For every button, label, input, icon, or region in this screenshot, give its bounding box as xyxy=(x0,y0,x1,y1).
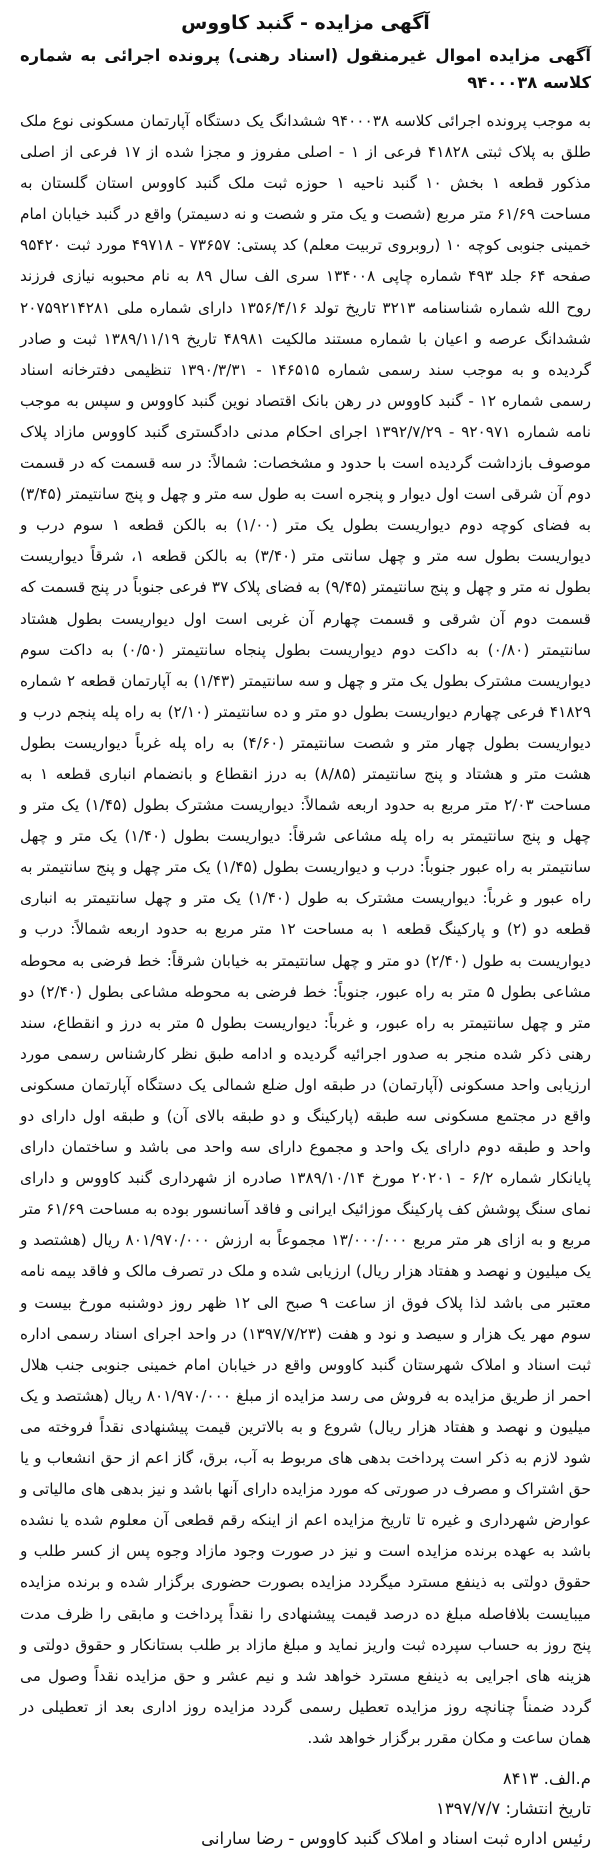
signature-line: رئیس اداره ثبت اسناد و املاک گنبد کاووس - رضا سارانی xyxy=(201,1828,591,1848)
notice-subtitle: آگهی مزایده اموال غیرمنقول (اسناد رهنی) پرونده اجرائی به شماره کلاسه ۹۴۰۰۰۳۸ xyxy=(20,46,591,92)
reference-number: م.الف. ۸۴۱۳ xyxy=(502,1768,591,1788)
publish-date: تاریخ انتشار: ۱۳۹۷/۷/۷ xyxy=(435,1798,591,1818)
notice-body: به موجب پرونده اجرائی کلاسه ۹۴۰۰۰۳۸ ششدانگ یک دستگاه آپارتمان مسکونی نوع ملک طلق به پلاک ثبتی ۴۱۸۲۸ فرعی از ۱ - اصلی مفروز و مجزا شده از ۱۷ فرعی از اصلی مذکور قطعه ۱ بخش ۱۰ گنبد ناحیه ۱ حوزه ثبت ملک گنبد کاووس استان گلستان به مساحت ۶۱/۶۹ متر مربع (شصت و یک متر و شصت و نه دسیمتر) واقع در گنبد خیابان امام خمینی جنوبی کوچه ۱۰ (روبروی تربیت معلم) کد پستی: ۷۳۶۵۷ - ۴۹۷۱۸ مورد ثبت ۹۵۴۲۰ صفحه ۶۴ جلد ۴۹۳ شماره چاپی ۱۳۴۰۰۸ سری الف سال ۸۹ به نام محبوبه نیازی فرزند روح الله شماره شناسنامه ۳۲۱۳ تاریخ تولد ۱۳۵۶/۴/۱۶ دارای شماره ملی ۲۰۷۵۹۲۱۴۲۸۱ ششدانگ عرصه و اعیان با شماره مستند مالکیت ۴۸۹۸۱ تاریخ ۱۳۸۹/۱۱/۱۹ ثبت و صادر گردیده و به موجب سند رسمی شماره ۱۴۶۵۱۵ - ۱۳۹۰/۳/۳۱ تنظیمی دفترخانه اسناد رسمی شماره ۱۲ - گنبد کاووس در رهن بانک اقتصاد نوین گنبد کاووس و سپس به موجب نامه شماره ۹۲۰۹۷۱ - ۱۳۹۲/۷/۲۹ اجرای احکام مدنی دادگستری گنبد کاووس مازاد پلاک موصوف بازداشت گردیده است با حدود و مشخصات: شمالاً: در سه قسمت که در قسمت دوم آن شرقی است اول دیوار و پنجره است به طول سه متر و چهل و پنج سانتیمتر (۳/۴۵) به فضای کوچه دوم دیواریست بطول یک متر (۱/۰۰) به بالکن قطعه ۱ سوم درب و دیواریست بطول سه متر و چهل سانتی متر (۳/۴۰) به بالکن قطعه ۱، شرقاً دیواریست بطول نه متر و چهل و پنج سانتیمتر (۹/۴۵) به فضای پلاک ۳۷ فرعی جنوباً در پنج قسمت که قسمت دوم آن شرقی و قسمت چهارم آن غربی است اول دیواریست بطول هشتاد سانتیمتر (۰/۸۰) به داکت دوم دیواریست بطول پنجاه سانتیمتر (۰/۵۰) به داکت سوم دیواریست مشترک بطول یک متر و چهل و سه سانتیمتر (۱/۴۳) به آپارتمان قطعه ۲ شماره ۴۱۸۲۹ فرعی چهارم دیواریست بطول دو متر و ده سانتیمتر (۲/۱۰) به راه پله پنجم درب و دیواریست بطول چهار متر و شصت سانتیمتر (۴/۶۰) به راه پله غرباً دیواریست بطول هشت متر و هشتاد و پنج سانتیمتر (۸/۸۵) به درز انقطاع و بانضمام انباری قطعه ۱ به مساحت ۲/۰۳ متر مربع به حدود اربعه شمالاً: دیواریست مشترک بطول (۱/۴۵) یک متر و چهل و پنج سانتیمتر به راه پله مشاعی شرقاً: دیواریست بطول (۱/۴۰) یک متر و چهل سانتیمتر به راه عبور جنوباً: درب و دیواریست بطول (۱/۴۵) یک متر چهل و پنج سانتیمتر به راه عبور و غرباً: دیواریست مشترک به طول (۱/۴۰) یک متر و چهل سانتیمتر به انباری قطعه دو (۲) و پارکینگ قطعه ۱ به مساحت ۱۲ متر مربع به حدود اربعه شمالاً: درب و دیواریست به طول (۲/۴۰) دو متر و چهل سانتیمتر به خیابان شرقاً: خط فرضی به محوطه مشاعی بطول ۵ متر به راه عبور، جنوباً: خط فرضی به محوطه مشاعی بطول (۲/۴۰) دو متر و چهل سانتیمتر به راه عبور، و غرباً: دیواریست بطول ۵ متر به درز و انقطاع، سند رهنی ذکر شده منجر به صدور اجرائیه گردیده و ادامه طبق نظر کارشناس رسمی مورد ارزیابی واحد مسکونی (آپارتمان) در طبقه اول ضلع شمالی یک دستگاه آپارتمان مسکونی واقع در مجتمع مسکونی سه طبقه (پارکینگ و دو طبقه بالای آن) و طبقه اول دارای دو واحد و طبقه دوم دارای یک واحد و مجموع دارای سه واحد می باشد و ساختمان دارای پایانکار شماره ۶/۲ - ۲۰۲۰۱ مورخ ۱۳۸۹/۱۰/۱۴ صادره از شهرداری گنبد کاووس و دارای نمای سنگ پوشش کف پارکینگ موزائیک ایرانی و فاقد آسانسور بوده به مساحت ۶۱/۶۹ متر مربع و به ازای هر متر مربع ۱۳/۰۰۰/۰۰۰ مجموعاً به ارزش ۸۰۱/۹۷۰/۰۰۰ ریال (هشتصد و یک میلیون و نهصد و هفتاد هزار ریال) ارزیابی شده و ملک در تصرف مالک و فاقد بیمه نامه معتبر می باشد لذا پلاک فوق از ساعت ۹ صبح الی ۱۲ ظهر روز دوشنبه مورخ بیست و سوم مهر یک هزار و سیصد و نود و هفت (۱۳۹۷/۷/۲۳) در واحد اجرای اسناد رسمی اداره ثبت اسناد و املاک شهرستان گنبد کاووس واقع در خیابان امام خمینی جنوبی جنب هلال احمر از طریق مزایده به فروش می رسد مزایده از مبلغ ۸۰۱/۹۷۰/۰۰۰ ریال (هشتصد و یک میلیون و نهصد و هفتاد هزار ریال) شروع و به بالاترین قیمت پیشنهادی نقداً فروخته می شود لازم به ذکر است پرداخت بدهی های مربوط به آب، برق، گاز اعم از حق انشعاب و یا حق اشتراک و مصرف در صورتی که مورد مزایده دارای آنها باشد و نیز بدهی های مالیاتی و عوارض شهرداری و غیره تا تاریخ مزایده اعم از اینکه رقم قطعی آن معلوم شده یا نشده باشد به عهده برنده مزایده است و نیز در صورت وجود مازاد وجوه پس از کسر طلب و حقوق دولتی به ذینفع مسترد میگردد مزایده بصورت حضوری برگزار شده و برنده مزایده میبایست بلافاصله مبلغ ده درصد قیمت پیشنهادی را نقداً پرداخت و مابقی را ظرف مدت پنج روز به حساب سپرده ثبت واریز نماید و مبلغ مازاد بر طلب بستانکار و حقوق دولتی و هزینه های اجرایی به ذینفع مسترد خواهد شد و نیم عشر و حق مزایده نقداً وصول می گردد ضمناً چنانچه روز مزایده تعطیل رسمی گردد مزایده روز اداری بعد از تعطیلی در همان ساعت و مکان مقرر برگزار خواهد شد. xyxy=(20,112,592,1747)
notice-title: آگهی مزایده - گنبد کاووس xyxy=(181,12,430,34)
notice-footer xyxy=(20,1764,591,1854)
